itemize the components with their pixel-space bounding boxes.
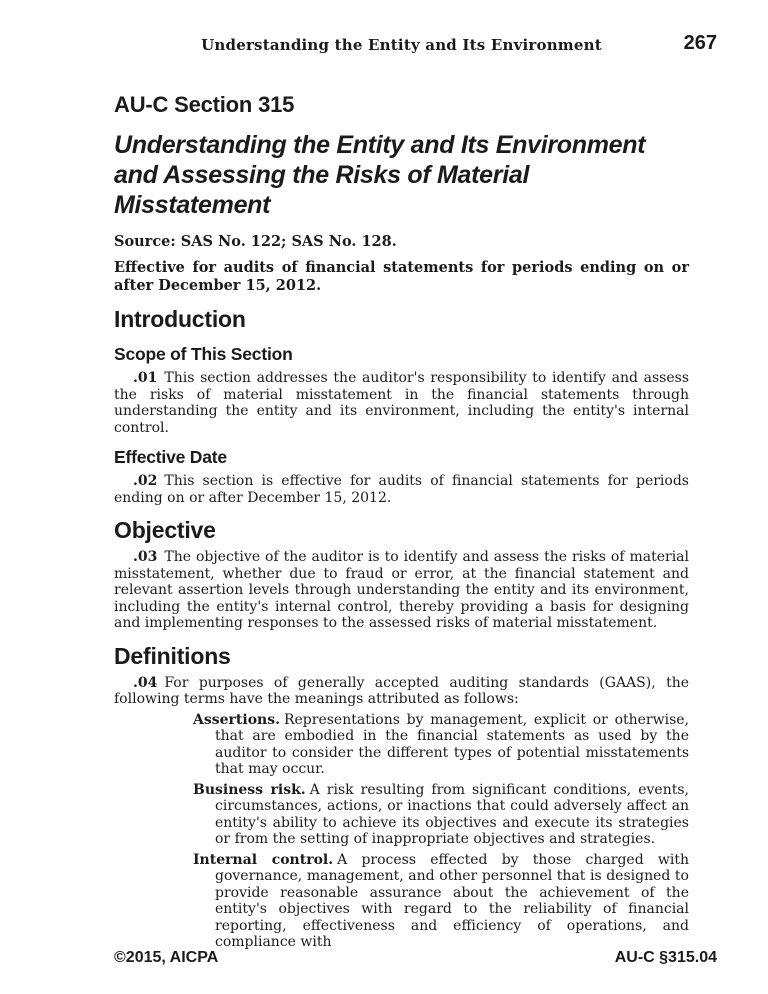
paragraph-02-number: .02: [133, 473, 158, 489]
definition-assertions-text: Representations by management, explicit or otherwise, that are embodied in the financial statements as used by the auditor to consider the different types of potential misstatements that may occur.: [215, 711, 689, 777]
definition-assertions-term: Assertions.: [193, 711, 280, 728]
running-header-title: Understanding the Entity and Its Environment: [201, 36, 602, 54]
paragraph-01: [114, 370, 689, 436]
document-title-line-1: Understanding the Entity and Its Environment: [114, 131, 646, 159]
section-label: AU-C Section 315: [114, 92, 295, 117]
heading-definitions: Definitions: [114, 642, 231, 669]
definition-business-risk-term: Business risk.: [193, 781, 306, 798]
definition-assertions: [193, 711, 689, 778]
paragraph-03-text: The objective of the auditor is to identify and assess the risks of material misstatement, whether due to fraud or error, at the financial statement and relevant assertion levels through understanding the entity and its environment, including the entity's internal control, thereby providing a basis for designing and implementing responses to the assessed risks of material misstatement.: [114, 549, 689, 631]
paragraph-02-text: This section is effective for audits of financial statements for periods ending on or after December 15, 2012.: [114, 473, 689, 506]
document-title: [114, 130, 689, 220]
paragraph-03-number: .03: [133, 549, 158, 565]
paragraph-04: [114, 675, 689, 708]
heading-objective: Objective: [114, 517, 216, 543]
definition-internal-control: [193, 851, 689, 951]
heading-introduction: Introduction: [114, 306, 246, 332]
paragraph-01-text: This section addresses the auditor's responsibility to identify and assess the risks of material misstatement in the financial statements through understanding the entity and its environment, including the entity's internal control.: [114, 370, 689, 436]
paragraph-01-number: .01: [133, 370, 158, 386]
paragraph-02: [114, 473, 689, 506]
source-line: Source: SAS No. 122; SAS No. 128.: [114, 233, 397, 250]
definition-internal-control-text: A process effected by those charged with governance, management, and other personnel that is designed to provide reasonable assurance about the achievement of the entity's objectives with regard to the reliability of financial reporting, effectiveness and efficiency of operations, and compliance with: [215, 851, 689, 950]
footer-section-ref: AU-C §315.04: [614, 949, 717, 966]
heading-scope-of-this-section: Scope of This Section: [114, 344, 293, 364]
footer-copyright: ©2015, AICPA: [114, 949, 219, 966]
paragraph-04-text: For purposes of generally accepted auditing standards (GAAS), the following terms have the meanings attributed as follows:: [114, 674, 689, 707]
definition-internal-control-term: Internal control.: [193, 851, 334, 868]
definition-business-risk-text: A risk resulting from significant conditions, events, circumstances, actions, or inactions that could adversely affect an entity's ability to achieve its objectives and execute its strategies or from the setting of inappropriate objectives and strategies.: [215, 781, 689, 847]
running-header: [114, 32, 717, 58]
paragraph-03: [114, 549, 689, 632]
effective-date-line: Effective for audits of financial statements for periods ending on or after December 15, 2012.: [114, 259, 689, 294]
document-title-line-2: and Assessing the Risks of Material: [114, 161, 530, 189]
page-number: 267: [683, 32, 717, 54]
document-title-line-3: Misstatement: [114, 191, 271, 219]
heading-effective-date: Effective Date: [114, 447, 227, 467]
definition-business-risk: [193, 781, 689, 848]
page-footer: [114, 949, 717, 967]
paragraph-04-number: .04: [133, 674, 158, 691]
